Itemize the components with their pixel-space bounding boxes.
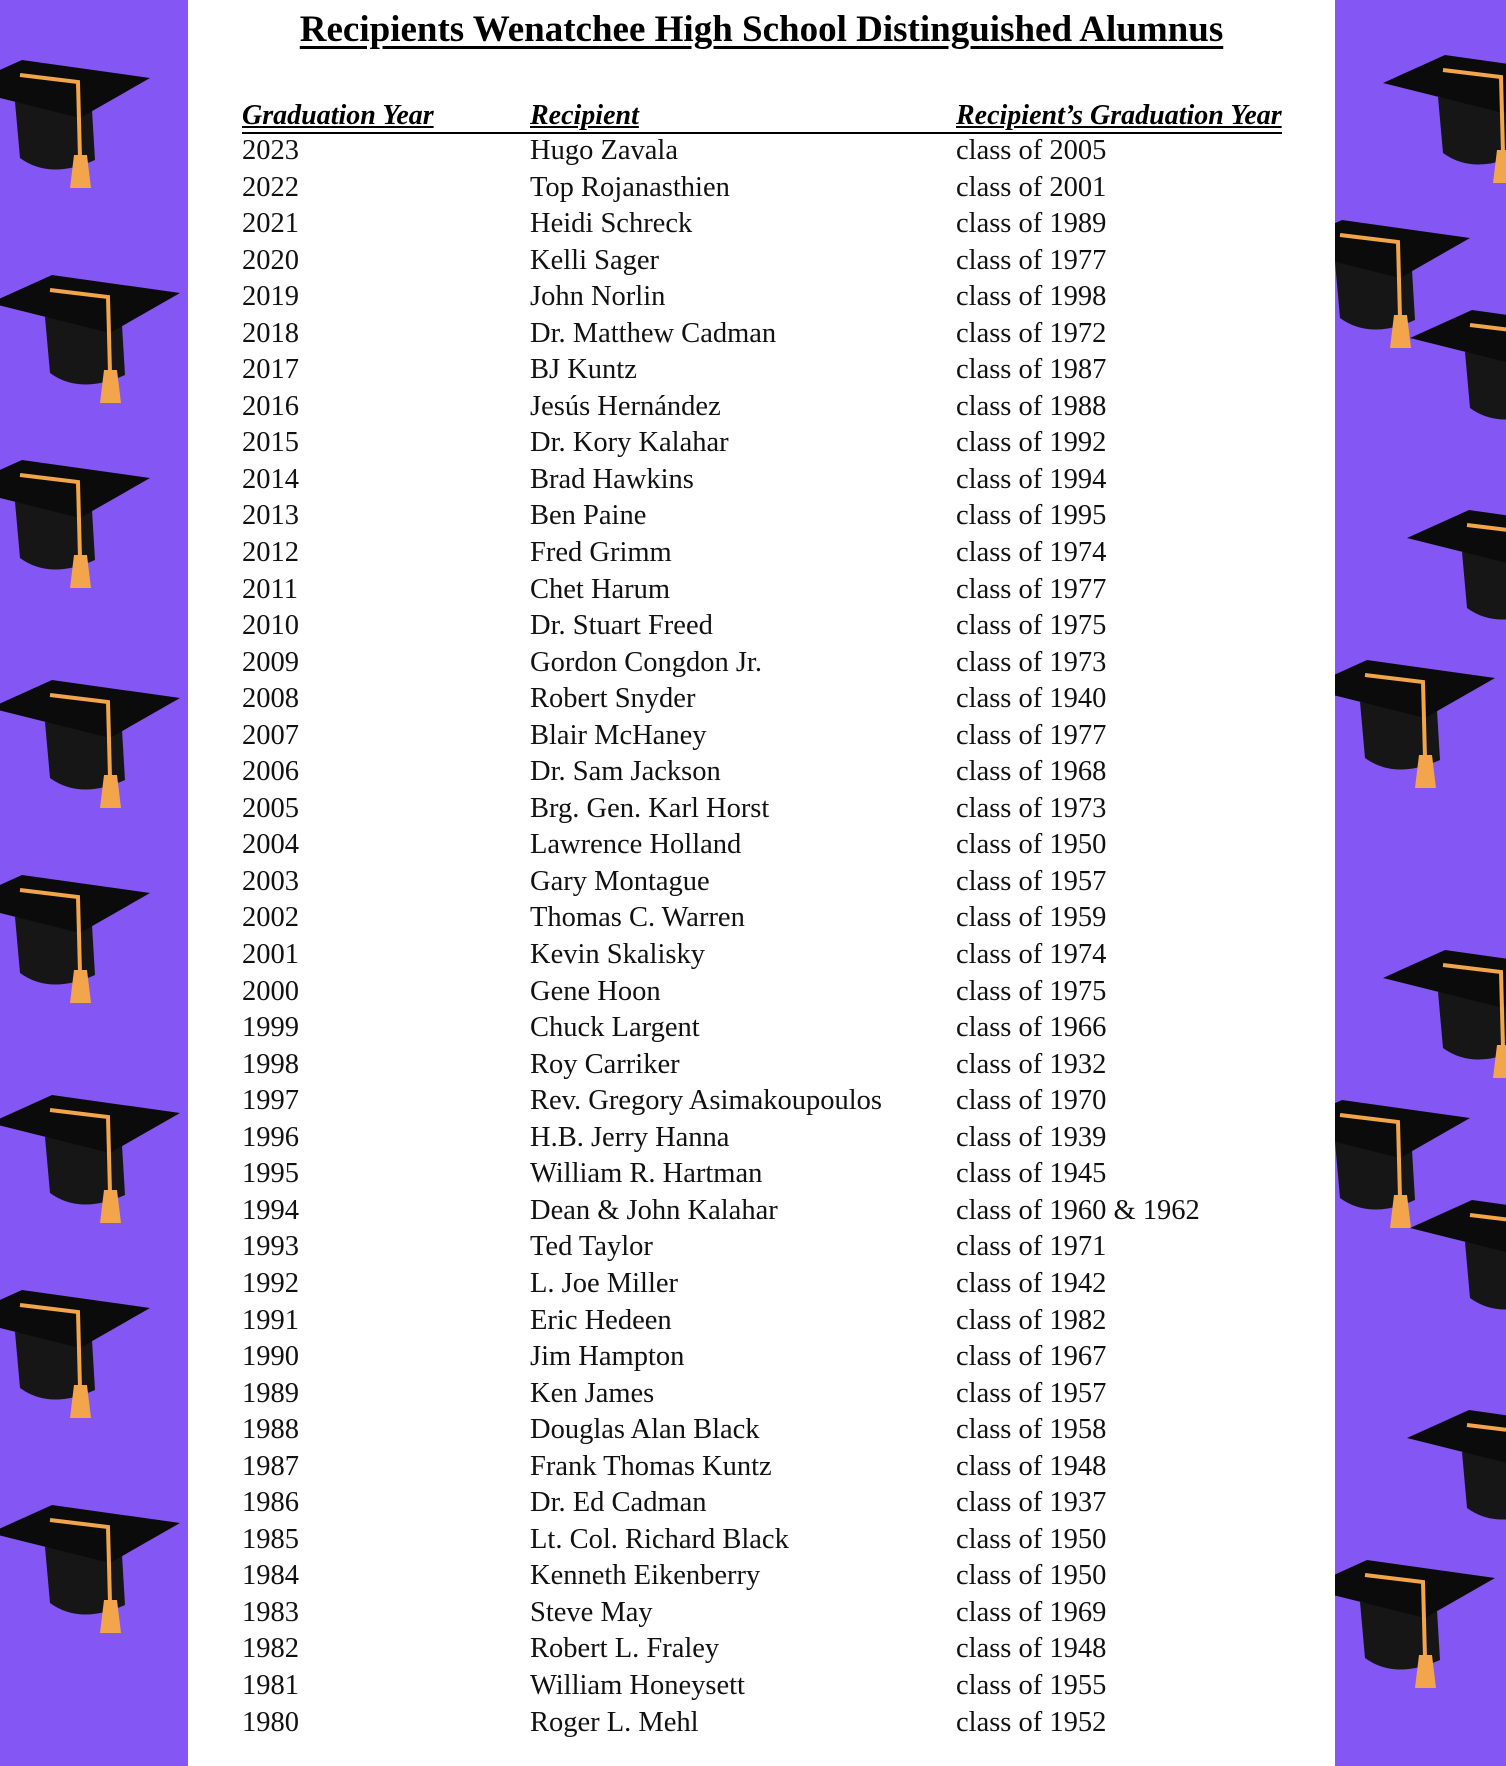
recipient-name-cell: H.B. Jerry Hanna xyxy=(530,1121,730,1153)
graduation-cap-icon xyxy=(0,660,180,810)
table-row xyxy=(242,1340,1282,1377)
header-graduation-year: Graduation Year xyxy=(242,100,434,131)
header-recipient: Recipient xyxy=(530,100,639,131)
award-year-cell: 2003 xyxy=(242,865,299,897)
table-row xyxy=(242,171,1282,208)
graduation-cap-icon xyxy=(1335,640,1495,790)
award-year-cell: 1996 xyxy=(242,1121,299,1153)
recipient-class-cell: class of 1937 xyxy=(956,1487,1107,1519)
recipient-class-cell: class of 1958 xyxy=(956,1414,1107,1446)
recipient-class-cell: class of 1966 xyxy=(956,1012,1107,1044)
header-recipient-graduation-year: Recipient’s Graduation Year xyxy=(956,100,1282,131)
recipient-class-cell: class of 1950 xyxy=(956,1560,1107,1592)
table-row xyxy=(242,1194,1282,1231)
award-year-cell: 1995 xyxy=(242,1158,299,1190)
award-year-cell: 2011 xyxy=(242,573,298,605)
recipient-class-cell: class of 1972 xyxy=(956,317,1107,349)
recipient-class-cell: class of 1948 xyxy=(956,1450,1107,1482)
award-year-cell: 2010 xyxy=(242,610,299,642)
graduation-cap-icon xyxy=(1410,1180,1506,1330)
recipient-class-cell: class of 1973 xyxy=(956,646,1107,678)
recipient-class-cell: class of 1974 xyxy=(956,537,1107,569)
table-row xyxy=(242,536,1282,573)
table-row xyxy=(242,646,1282,683)
award-year-cell: 2020 xyxy=(242,244,299,276)
recipient-class-cell: class of 1960 & 1962 xyxy=(956,1194,1200,1226)
table-row xyxy=(242,1523,1282,1560)
award-year-cell: 2007 xyxy=(242,719,299,751)
table-row xyxy=(242,1084,1282,1121)
award-year-cell: 1984 xyxy=(242,1560,299,1592)
recipient-class-cell: class of 1970 xyxy=(956,1085,1107,1117)
table-row xyxy=(242,682,1282,719)
recipient-class-cell: class of 1989 xyxy=(956,208,1107,240)
recipient-name-cell: Rev. Gregory Asimakoupoulos xyxy=(530,1085,882,1117)
award-year-cell: 2002 xyxy=(242,902,299,934)
recipients-table xyxy=(242,98,1282,1742)
award-year-cell: 2009 xyxy=(242,646,299,678)
recipient-name-cell: Roy Carriker xyxy=(530,1048,680,1080)
recipient-class-cell: class of 1977 xyxy=(956,573,1107,605)
recipient-name-cell: Robert L. Fraley xyxy=(530,1633,720,1665)
award-year-cell: 1997 xyxy=(242,1085,299,1117)
recipient-name-cell: BJ Kuntz xyxy=(530,354,637,386)
recipient-name-cell: Roger L. Mehl xyxy=(530,1706,699,1738)
table-row xyxy=(242,975,1282,1012)
table-row xyxy=(242,1669,1282,1706)
table-row xyxy=(242,901,1282,938)
award-year-cell: 1988 xyxy=(242,1414,299,1446)
award-year-cell: 2023 xyxy=(242,135,299,166)
table-row xyxy=(242,1486,1282,1523)
award-year-cell: 1986 xyxy=(242,1487,299,1519)
recipient-class-cell: class of 2001 xyxy=(956,171,1107,203)
recipient-name-cell: Dr. Stuart Freed xyxy=(530,610,713,642)
graduation-cap-icon xyxy=(0,1075,180,1225)
recipient-class-cell: class of 1932 xyxy=(956,1048,1107,1080)
recipient-class-cell: class of 1959 xyxy=(956,902,1107,934)
award-year-cell: 1999 xyxy=(242,1012,299,1044)
recipient-name-cell: Hugo Zavala xyxy=(530,135,678,166)
recipient-name-cell: Heidi Schreck xyxy=(530,208,693,240)
graduation-cap-icon xyxy=(1383,930,1506,1080)
recipient-name-cell: John Norlin xyxy=(530,281,666,313)
award-year-cell: 2006 xyxy=(242,756,299,788)
recipient-class-cell: class of 2005 xyxy=(956,135,1107,166)
recipient-name-cell: Kelli Sager xyxy=(530,244,660,276)
award-year-cell: 2019 xyxy=(242,281,299,313)
award-year-cell: 1982 xyxy=(242,1633,299,1665)
table-header xyxy=(242,98,1282,134)
award-year-cell: 1991 xyxy=(242,1304,299,1336)
page-title: Recipients Wenatchee High School Distinguished Alumnus xyxy=(299,9,1224,50)
table-row xyxy=(242,1121,1282,1158)
recipient-class-cell: class of 1973 xyxy=(956,792,1107,824)
recipient-class-cell: class of 1971 xyxy=(956,1231,1107,1263)
recipient-class-cell: class of 1957 xyxy=(956,1377,1107,1409)
graduation-cap-icon xyxy=(0,440,150,590)
right-decorative-border xyxy=(1335,0,1506,1766)
recipient-name-cell: Gordon Congdon Jr. xyxy=(530,646,762,678)
award-year-cell: 2018 xyxy=(242,317,299,349)
award-year-cell: 2022 xyxy=(242,171,299,203)
graduation-cap-icon xyxy=(0,855,150,1005)
recipient-name-cell: Thomas C. Warren xyxy=(530,902,745,934)
recipient-name-cell: Gene Hoon xyxy=(530,975,661,1007)
award-year-cell: 2014 xyxy=(242,463,299,495)
recipient-class-cell: class of 1967 xyxy=(956,1341,1107,1373)
table-row xyxy=(242,353,1282,390)
recipient-name-cell: Ken James xyxy=(530,1377,655,1409)
recipient-class-cell: class of 1969 xyxy=(956,1596,1107,1628)
recipient-name-cell: Jesús Hernández xyxy=(530,390,721,422)
recipient-name-cell: Chet Harum xyxy=(530,573,671,605)
award-year-cell: 1993 xyxy=(242,1231,299,1263)
recipient-class-cell: class of 1955 xyxy=(956,1669,1107,1701)
recipient-name-cell: Dr. Matthew Cadman xyxy=(530,317,777,349)
recipient-class-cell: class of 1982 xyxy=(956,1304,1107,1336)
table-row xyxy=(242,1377,1282,1414)
table-row xyxy=(242,207,1282,244)
award-year-cell: 2021 xyxy=(242,208,299,240)
recipient-name-cell: Lt. Col. Richard Black xyxy=(530,1523,789,1555)
table-body xyxy=(242,134,1282,1742)
recipient-name-cell: Gary Montague xyxy=(530,865,710,897)
award-year-cell: 2008 xyxy=(242,683,299,715)
table-row xyxy=(242,573,1282,610)
table-row xyxy=(242,1011,1282,1048)
graduation-cap-icon xyxy=(1383,35,1506,185)
table-row xyxy=(242,1304,1282,1341)
recipient-name-cell: Steve May xyxy=(530,1596,653,1628)
table-row xyxy=(242,1267,1282,1304)
recipient-class-cell: class of 1975 xyxy=(956,610,1107,642)
graduation-cap-icon xyxy=(1410,290,1506,440)
recipient-name-cell: Brg. Gen. Karl Horst xyxy=(530,792,770,824)
award-year-cell: 1992 xyxy=(242,1267,299,1299)
table-row xyxy=(242,1450,1282,1487)
graduation-cap-icon xyxy=(1335,1540,1495,1690)
table-row xyxy=(242,244,1282,281)
recipient-name-cell: Eric Hedeen xyxy=(530,1304,672,1336)
left-decorative-border xyxy=(0,0,188,1766)
award-year-cell: 2016 xyxy=(242,390,299,422)
graduation-cap-icon xyxy=(0,255,180,405)
award-year-cell: 1983 xyxy=(242,1596,299,1628)
award-year-cell: 1990 xyxy=(242,1341,299,1373)
recipient-name-cell: L. Joe Miller xyxy=(530,1267,679,1299)
document-page xyxy=(188,0,1335,1766)
recipient-class-cell: class of 1952 xyxy=(956,1706,1107,1738)
recipient-class-cell: class of 1995 xyxy=(956,500,1107,532)
table-row xyxy=(242,719,1282,756)
table-row xyxy=(242,1048,1282,1085)
recipient-name-cell: William Honeysett xyxy=(530,1669,745,1701)
recipient-class-cell: class of 1998 xyxy=(956,281,1107,313)
table-row xyxy=(242,1230,1282,1267)
recipient-name-cell: Robert Snyder xyxy=(530,683,696,715)
recipient-name-cell: Dean & John Kalahar xyxy=(530,1194,778,1226)
recipient-class-cell: class of 1977 xyxy=(956,244,1107,276)
recipient-class-cell: class of 1950 xyxy=(956,829,1107,861)
recipient-class-cell: class of 1974 xyxy=(956,939,1107,971)
graduation-cap-icon xyxy=(1407,1390,1506,1540)
graduation-cap-icon xyxy=(0,1485,180,1635)
award-year-cell: 1981 xyxy=(242,1669,299,1701)
award-year-cell: 1987 xyxy=(242,1450,299,1482)
recipient-name-cell: William R. Hartman xyxy=(530,1158,763,1190)
award-year-cell: 1989 xyxy=(242,1377,299,1409)
award-year-cell: 2005 xyxy=(242,792,299,824)
recipient-class-cell: class of 1957 xyxy=(956,865,1107,897)
recipient-name-cell: Jim Hampton xyxy=(530,1341,685,1373)
award-year-cell: 1985 xyxy=(242,1523,299,1555)
table-row xyxy=(242,499,1282,536)
recipient-name-cell: Ben Paine xyxy=(530,500,647,532)
award-year-cell: 1998 xyxy=(242,1048,299,1080)
recipient-name-cell: Fred Grimm xyxy=(530,537,672,569)
recipient-class-cell: class of 1988 xyxy=(956,390,1107,422)
recipient-class-cell: class of 1940 xyxy=(956,683,1107,715)
table-row xyxy=(242,317,1282,354)
recipient-class-cell: class of 1987 xyxy=(956,354,1107,386)
award-year-cell: 2000 xyxy=(242,975,299,1007)
recipient-name-cell: Kenneth Eikenberry xyxy=(530,1560,761,1592)
award-year-cell: 2012 xyxy=(242,537,299,569)
table-row xyxy=(242,390,1282,427)
table-row xyxy=(242,1706,1282,1743)
award-year-cell: 1994 xyxy=(242,1194,299,1226)
graduation-cap-icon xyxy=(1407,490,1506,640)
recipient-name-cell: Brad Hawkins xyxy=(530,463,694,495)
table-row xyxy=(242,792,1282,829)
award-year-cell: 1980 xyxy=(242,1706,299,1738)
table-row xyxy=(242,609,1282,646)
award-year-cell: 2001 xyxy=(242,939,299,971)
table-row xyxy=(242,280,1282,317)
recipient-name-cell: Top Rojanasthien xyxy=(530,171,730,203)
table-row xyxy=(242,755,1282,792)
award-year-cell: 2015 xyxy=(242,427,299,459)
recipient-class-cell: class of 1945 xyxy=(956,1158,1107,1190)
recipient-class-cell: class of 1977 xyxy=(956,719,1107,751)
recipient-name-cell: Blair McHaney xyxy=(530,719,707,751)
table-row xyxy=(242,134,1282,171)
recipient-name-cell: Douglas Alan Black xyxy=(530,1414,760,1446)
table-row xyxy=(242,1559,1282,1596)
table-row xyxy=(242,865,1282,902)
graduation-cap-icon xyxy=(0,40,150,190)
table-row xyxy=(242,938,1282,975)
table-row xyxy=(242,828,1282,865)
graduation-cap-icon xyxy=(0,1270,150,1420)
table-row xyxy=(242,1596,1282,1633)
recipient-class-cell: class of 1994 xyxy=(956,463,1107,495)
recipient-class-cell: class of 1975 xyxy=(956,975,1107,1007)
table-row xyxy=(242,1157,1282,1194)
award-year-cell: 2013 xyxy=(242,500,299,532)
recipient-name-cell: Dr. Ed Cadman xyxy=(530,1487,707,1519)
recipient-name-cell: Dr. Kory Kalahar xyxy=(530,427,729,459)
table-row xyxy=(242,1632,1282,1669)
table-row xyxy=(242,1413,1282,1450)
award-year-cell: 2017 xyxy=(242,354,299,386)
recipient-name-cell: Kevin Skalisky xyxy=(530,939,705,971)
recipient-class-cell: class of 1968 xyxy=(956,756,1107,788)
recipient-class-cell: class of 1950 xyxy=(956,1523,1107,1555)
recipient-name-cell: Lawrence Holland xyxy=(530,829,742,861)
table-row xyxy=(242,463,1282,500)
recipient-class-cell: class of 1948 xyxy=(956,1633,1107,1665)
recipient-name-cell: Dr. Sam Jackson xyxy=(530,756,721,788)
recipient-class-cell: class of 1992 xyxy=(956,427,1107,459)
recipient-class-cell: class of 1942 xyxy=(956,1267,1107,1299)
recipient-class-cell: class of 1939 xyxy=(956,1121,1107,1153)
award-year-cell: 2004 xyxy=(242,829,299,861)
recipient-name-cell: Chuck Largent xyxy=(530,1012,700,1044)
recipient-name-cell: Frank Thomas Kuntz xyxy=(530,1450,772,1482)
recipient-name-cell: Ted Taylor xyxy=(530,1231,653,1263)
table-row xyxy=(242,426,1282,463)
